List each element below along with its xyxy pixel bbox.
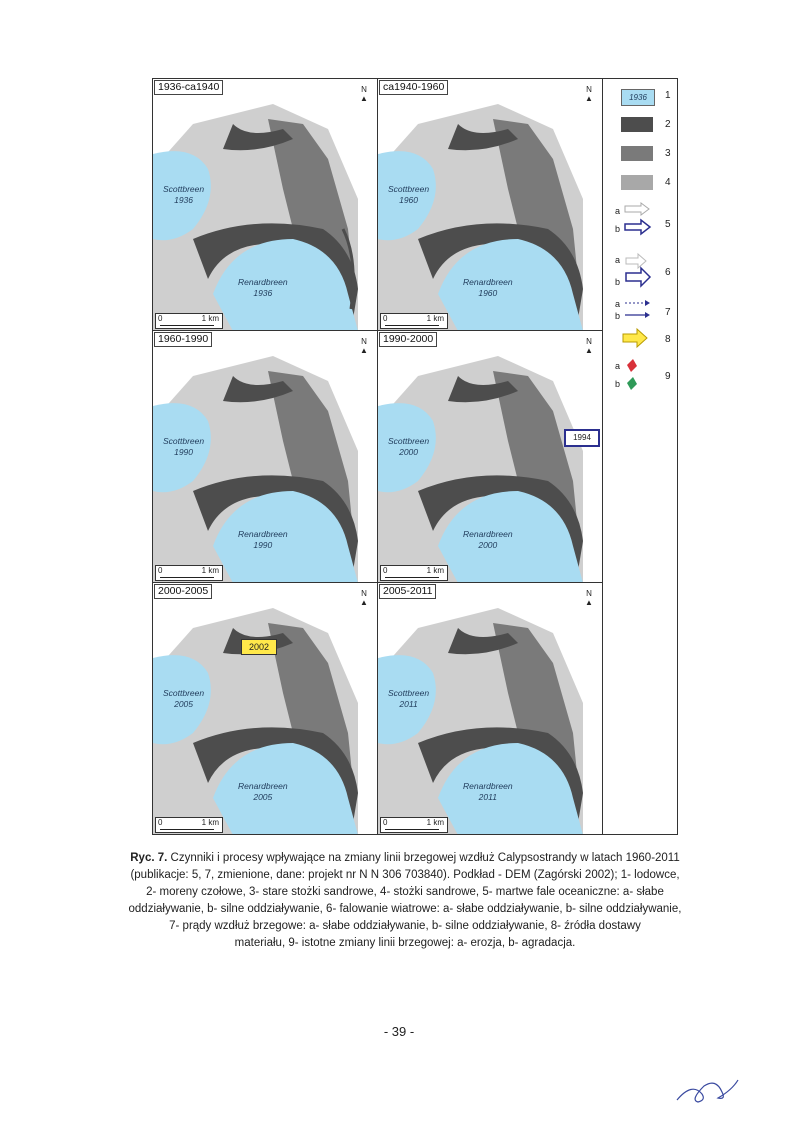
legend-weak-swell-arrow bbox=[625, 203, 649, 215]
legend-a-label: a bbox=[615, 299, 621, 309]
renardbreen-label: Renardbreen 1990 bbox=[238, 529, 288, 550]
legend-num-1: 1 bbox=[665, 90, 671, 101]
north-arrow: N ▲ bbox=[585, 337, 593, 355]
renardbreen-label: Renardbreen 2005 bbox=[238, 781, 288, 802]
caption-line-1: Czynniki i procesy wpływające na zmiany linii brzegowej wzdłuż Calypsostrandy w latach 1960-2011 bbox=[170, 852, 680, 864]
legend-weak-wind-wave-arrow bbox=[626, 254, 646, 268]
page-number: - 39 - bbox=[383, 1024, 415, 1039]
renardbreen-label: Renardbreen 1936 bbox=[238, 277, 288, 298]
legend-sediment-source-arrow bbox=[623, 329, 647, 347]
scale-bar: 0 1 km bbox=[380, 313, 448, 329]
legend-aggradation-marker bbox=[627, 377, 637, 390]
panel-period-label: 1960-1990 bbox=[154, 332, 212, 347]
figure-caption bbox=[110, 850, 700, 952]
panel-period-label: ca1940-1960 bbox=[379, 80, 448, 95]
map-panel-1960 bbox=[378, 79, 603, 331]
north-arrow: N ▲ bbox=[360, 589, 368, 607]
north-arrow: N ▲ bbox=[360, 337, 368, 355]
north-arrow: N ▲ bbox=[585, 85, 593, 103]
legend-strong-swell-arrow bbox=[625, 220, 650, 234]
scottbreen-label: Scottbreen 2005 bbox=[163, 688, 205, 709]
legend-num-9: 9 bbox=[665, 371, 671, 382]
legend-glacier-swatch: 1936 bbox=[621, 89, 655, 106]
scale-bar: 0 1 km bbox=[155, 313, 223, 329]
caption-line-4: oddziaływanie, b- silne oddziaływanie, 6- falowanie wiatrowe: a- słabe oddziaływanie, b- silne oddziaływanie, bbox=[128, 903, 682, 915]
north-arrow: N ▲ bbox=[585, 589, 593, 607]
map-panel-1936 bbox=[153, 79, 378, 331]
map-panel-2005 bbox=[153, 583, 378, 835]
scale-bar: 0 1 km bbox=[380, 817, 448, 833]
scottbreen-label: Scottbreen 1960 bbox=[388, 184, 430, 205]
figure bbox=[152, 78, 678, 835]
caption-line-2: (publikacje: 5, 7, zmienione, dane: projekt nr N N 306 703840). Podkład - DEM (Zagórski 2002); 1- lodowce, bbox=[130, 869, 680, 881]
scottbreen-label: Scottbreen 2011 bbox=[388, 688, 430, 709]
map-panel-1990 bbox=[153, 331, 378, 583]
caption-line-5: 7- prądy wzdłuż brzegowe: a- słabe oddziaływanie, b- silne oddziaływanie, 8- źródła dostawy bbox=[169, 920, 641, 932]
north-arrow: N ▲ bbox=[360, 85, 368, 103]
legend-b-label: b bbox=[615, 277, 621, 287]
legend-num-2: 2 bbox=[665, 119, 671, 130]
panel-period-label: 1990-2000 bbox=[379, 332, 437, 347]
legend-a-label: a bbox=[615, 255, 621, 265]
legend-num-5: 5 bbox=[665, 219, 671, 230]
legend-erosion-marker bbox=[627, 359, 637, 372]
legend-a-label: a bbox=[615, 361, 621, 371]
scottbreen-label: Scottbreen 2000 bbox=[388, 436, 430, 457]
scale-bar: 0 1 km bbox=[380, 565, 448, 581]
legend-strong-wind-wave-arrow bbox=[626, 268, 650, 286]
caption-line-3: 2- moreny czołowe, 3- stare stożki sandrowe, 4- stożki sandrowe, 5- martwe fale oceaniczne: a- słabe bbox=[146, 886, 664, 898]
signature bbox=[672, 1072, 742, 1106]
renardbreen-label: Renardbreen 2000 bbox=[463, 529, 513, 550]
caption-line-6: materiału, 9- istotne zmiany linii brzegowej: a- erozja, b- agradacja. bbox=[234, 937, 576, 949]
legend-symbols bbox=[603, 79, 679, 409]
year-tag-2002: 2002 bbox=[241, 639, 277, 655]
legend-b-label: b bbox=[615, 224, 621, 234]
map-panel-2011 bbox=[378, 583, 603, 835]
panel-period-label: 2000-2005 bbox=[154, 584, 212, 599]
renardbreen-label: Renardbreen 1960 bbox=[463, 277, 513, 298]
legend bbox=[603, 79, 679, 836]
legend-num-6: 6 bbox=[665, 267, 671, 278]
scottbreen-label: Scottbreen 1936 bbox=[163, 184, 205, 205]
scottbreen-label: Scottbreen 1990 bbox=[163, 436, 205, 457]
map-panel-2000 bbox=[378, 331, 603, 583]
panel-period-label: 1936-ca1940 bbox=[154, 80, 223, 95]
scale-bar: 0 1 km bbox=[155, 565, 223, 581]
legend-num-4: 4 bbox=[665, 177, 671, 188]
caption-fig-label: Ryc. 7. bbox=[130, 852, 168, 864]
year-tag-1994: 1994 bbox=[564, 429, 600, 447]
renardbreen-label: Renardbreen 2011 bbox=[463, 781, 513, 802]
legend-num-7: 7 bbox=[665, 307, 671, 318]
scale-bar: 0 1 km bbox=[155, 817, 223, 833]
legend-num-3: 3 bbox=[665, 148, 671, 159]
legend-a-label: a bbox=[615, 206, 621, 216]
legend-b-label: b bbox=[615, 311, 621, 321]
panel-period-label: 2005-2011 bbox=[379, 584, 436, 599]
legend-b-label: b bbox=[615, 379, 621, 389]
legend-num-8: 8 bbox=[665, 334, 671, 345]
